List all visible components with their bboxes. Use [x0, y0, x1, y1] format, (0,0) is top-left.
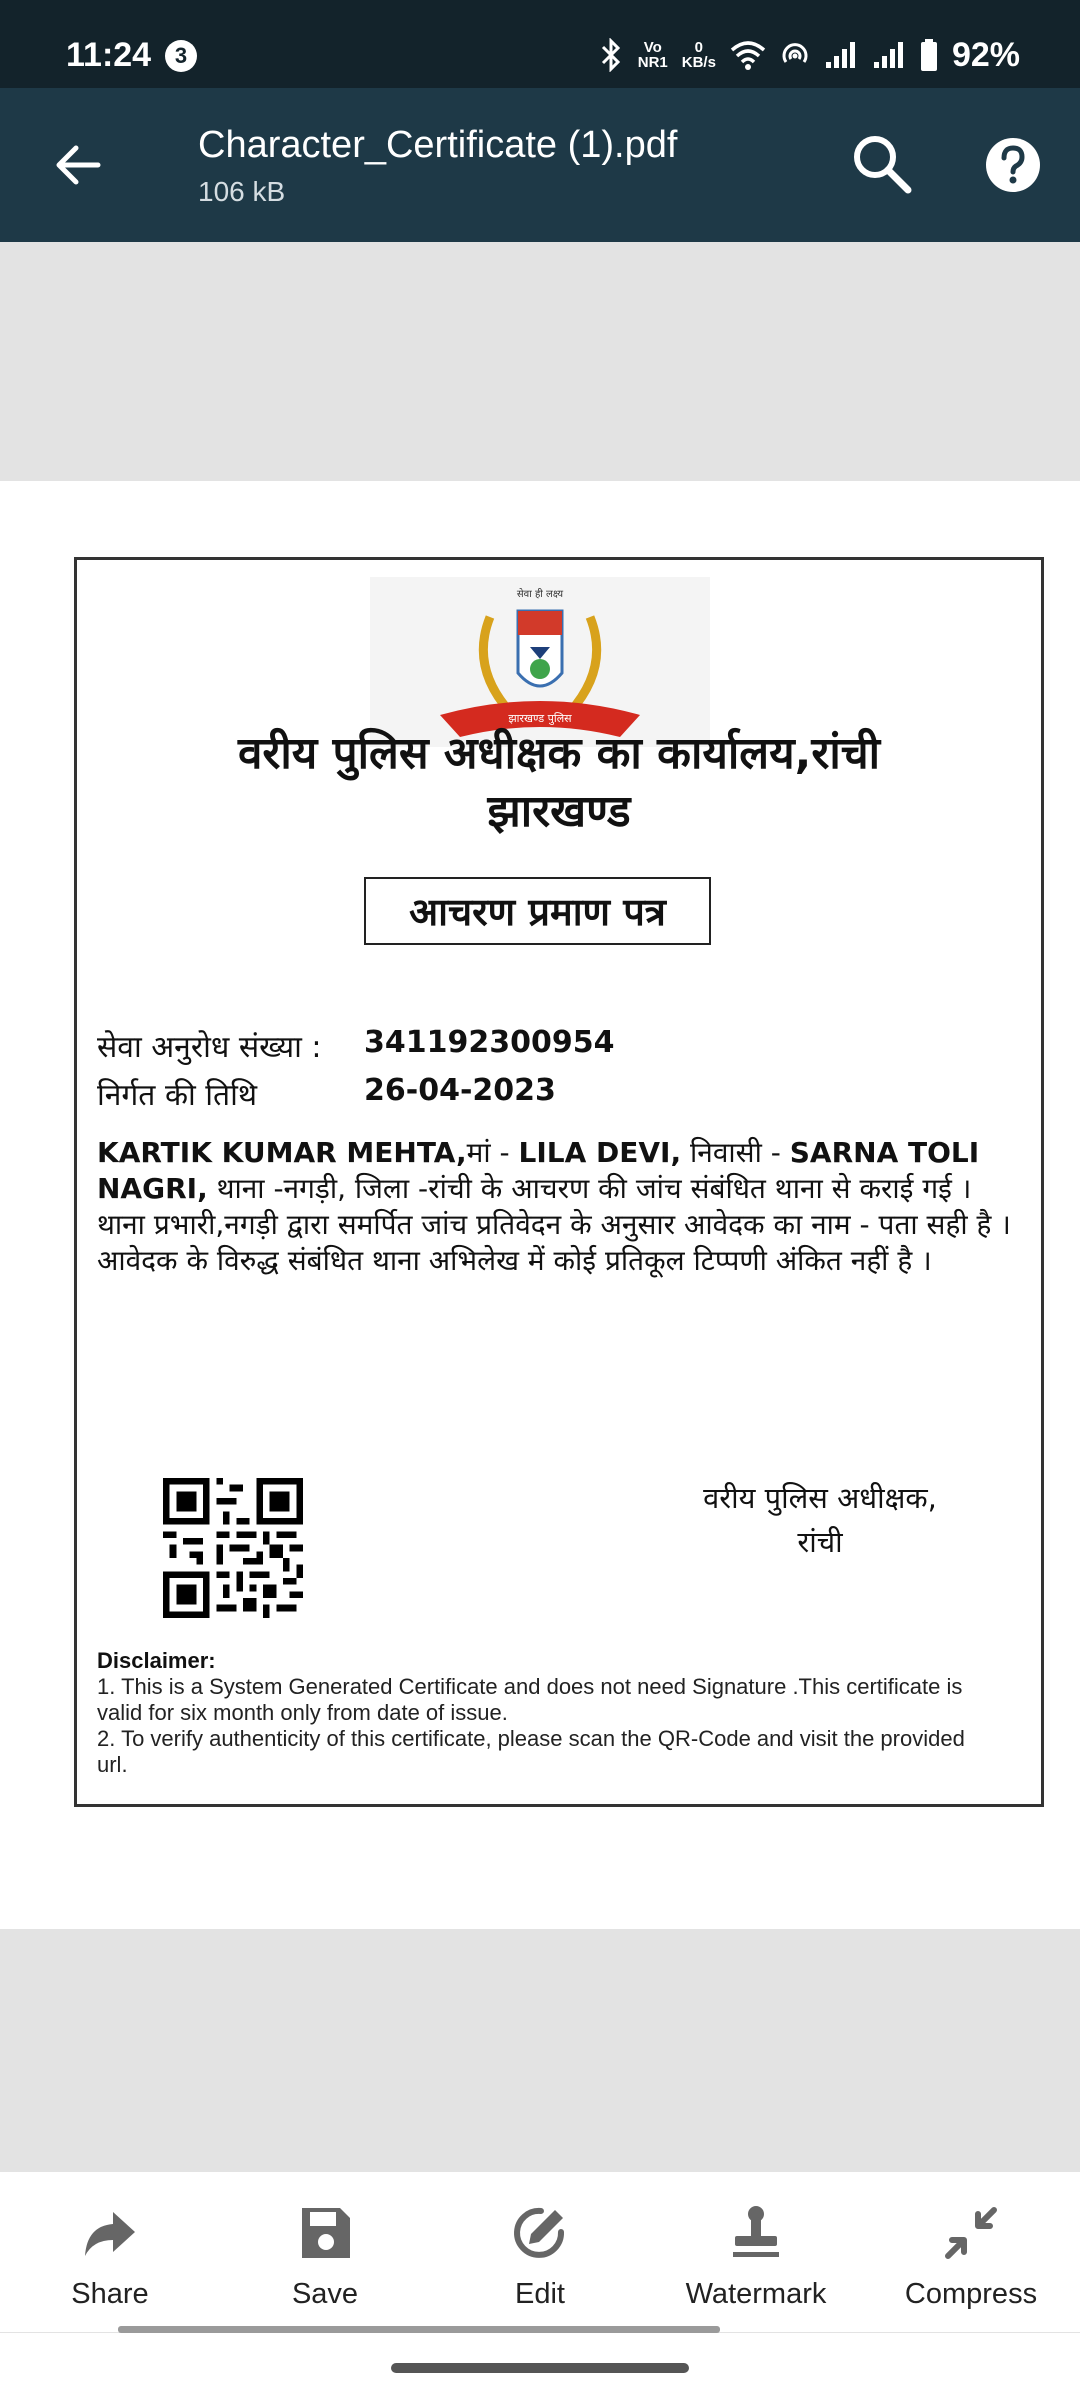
- notification-count-badge: 3: [165, 40, 197, 72]
- signatory-title: वरीय पुलिस अधीक्षक,: [703, 1481, 937, 1515]
- disclaimer-title: Disclaimer:: [97, 1648, 216, 1673]
- share-label: Share: [71, 2278, 149, 2310]
- file-size: 106 kB: [198, 176, 286, 207]
- issue-date: 26-04-2023: [364, 1073, 556, 1108]
- office-title-line2: झारखण्ड: [487, 786, 631, 837]
- speed-unit: KB/s: [681, 54, 716, 71]
- speed-value: 0: [694, 39, 704, 56]
- save-icon: [294, 2202, 356, 2264]
- signatory-place: रांची: [797, 1525, 843, 1559]
- volte-icon: [638, 40, 668, 70]
- signatory: [660, 1476, 980, 1564]
- resident-label: निवासी -: [681, 1136, 790, 1169]
- hotspot-icon: [780, 40, 810, 70]
- disclaimer: [97, 1674, 977, 1778]
- status-bar: [0, 0, 1080, 88]
- request-number-label: सेवा अनुरोध संख्या :: [97, 1030, 322, 1065]
- volte-label: Vo: [643, 39, 662, 56]
- edit-icon: [509, 2202, 571, 2264]
- office-title-line1: वरीय पुलिस अधीक्षक का कार्यालय,रांची: [237, 728, 881, 779]
- request-number: 341192300954: [364, 1025, 615, 1060]
- watermark-stamp-icon: [725, 2202, 787, 2264]
- help-icon[interactable]: [980, 132, 1046, 198]
- issue-date-label: निर्गत की तिथि: [97, 1078, 258, 1113]
- disclaimer-item: 1. This is a System Generated Certificate and does not need Signature .This certificate is valid for six month only from date of issue.: [97, 1674, 963, 1725]
- bottom-toolbar: [0, 2172, 1080, 2332]
- certificate-body: [97, 1135, 1017, 1279]
- back-arrow-icon[interactable]: [46, 132, 112, 198]
- pdf-page[interactable]: [0, 481, 1080, 1929]
- mother-label: मां -: [466, 1136, 519, 1169]
- search-icon[interactable]: [846, 128, 918, 200]
- toolbar-scroll-indicator: [118, 2326, 720, 2333]
- compress-label: Compress: [904, 2278, 1038, 2310]
- qr-code[interactable]: [163, 1478, 303, 1618]
- volte-sub: NR1: [637, 54, 668, 71]
- battery-icon: [920, 39, 938, 71]
- svg-text:सेवा ही लक्ष्य: सेवा ही लक्ष्य: [516, 589, 564, 600]
- file-name: Character_Certificate (1).pdf: [198, 124, 678, 166]
- body-text: थाना -नगड़ी, जिला -रांची के आचरण की जांच संबंधित थाना से कराई गई । थाना प्रभारी,नगड़ी द्वारा समर्पित जांच प्रतिवेदन के अनुसार आवेदक का नाम - पता सही है । आवेदक के विरुद्ध संबंधित थाना अभिलेख में कोई प्रतिकूल टिप्पणी अंकित नहीं है ।: [97, 1172, 1011, 1277]
- disclaimer-item: 2. To verify authenticity of this certificate, please scan the QR-Code and visit the provided url.: [97, 1726, 965, 1777]
- edit-label: Edit: [515, 2278, 565, 2310]
- compress-icon: [940, 2202, 1002, 2264]
- battery-percent: 92%: [951, 35, 1020, 74]
- app-bar: [0, 88, 1080, 242]
- bluetooth-icon: [598, 38, 624, 72]
- applicant-name: KARTIK KUMAR MEHTA,: [97, 1136, 467, 1169]
- share-icon: [79, 2202, 141, 2264]
- certificate-title: आचरण प्रमाण पत्र: [364, 877, 711, 945]
- mother-name: LILA DEVI,: [518, 1136, 682, 1169]
- watermark-label: Watermark: [685, 2278, 827, 2310]
- signal-icon-sim1: [824, 40, 858, 70]
- office-title: [74, 725, 1044, 841]
- wifi-icon: [730, 40, 766, 70]
- request-number-row: [97, 1025, 615, 1066]
- issue-date-row: [97, 1073, 556, 1114]
- svg-text:झारखण्ड पुलिस: झारखण्ड पुलिस: [508, 712, 572, 725]
- share-button[interactable]: [20, 2202, 200, 2311]
- status-icons: [598, 30, 1020, 80]
- status-time: 11:24: [66, 36, 152, 74]
- police-emblem-icon: [370, 577, 710, 747]
- save-label: Save: [291, 2278, 359, 2310]
- compress-button[interactable]: [881, 2202, 1061, 2311]
- home-gesture-pill[interactable]: [391, 2363, 689, 2373]
- network-speed: [682, 40, 716, 70]
- save-button[interactable]: [235, 2202, 415, 2311]
- signal-icon-sim2: [872, 40, 906, 70]
- edit-button[interactable]: [450, 2202, 630, 2311]
- watermark-button[interactable]: [666, 2202, 846, 2311]
- applicant-address: SARNA TOLI NAGRI,: [97, 1136, 980, 1205]
